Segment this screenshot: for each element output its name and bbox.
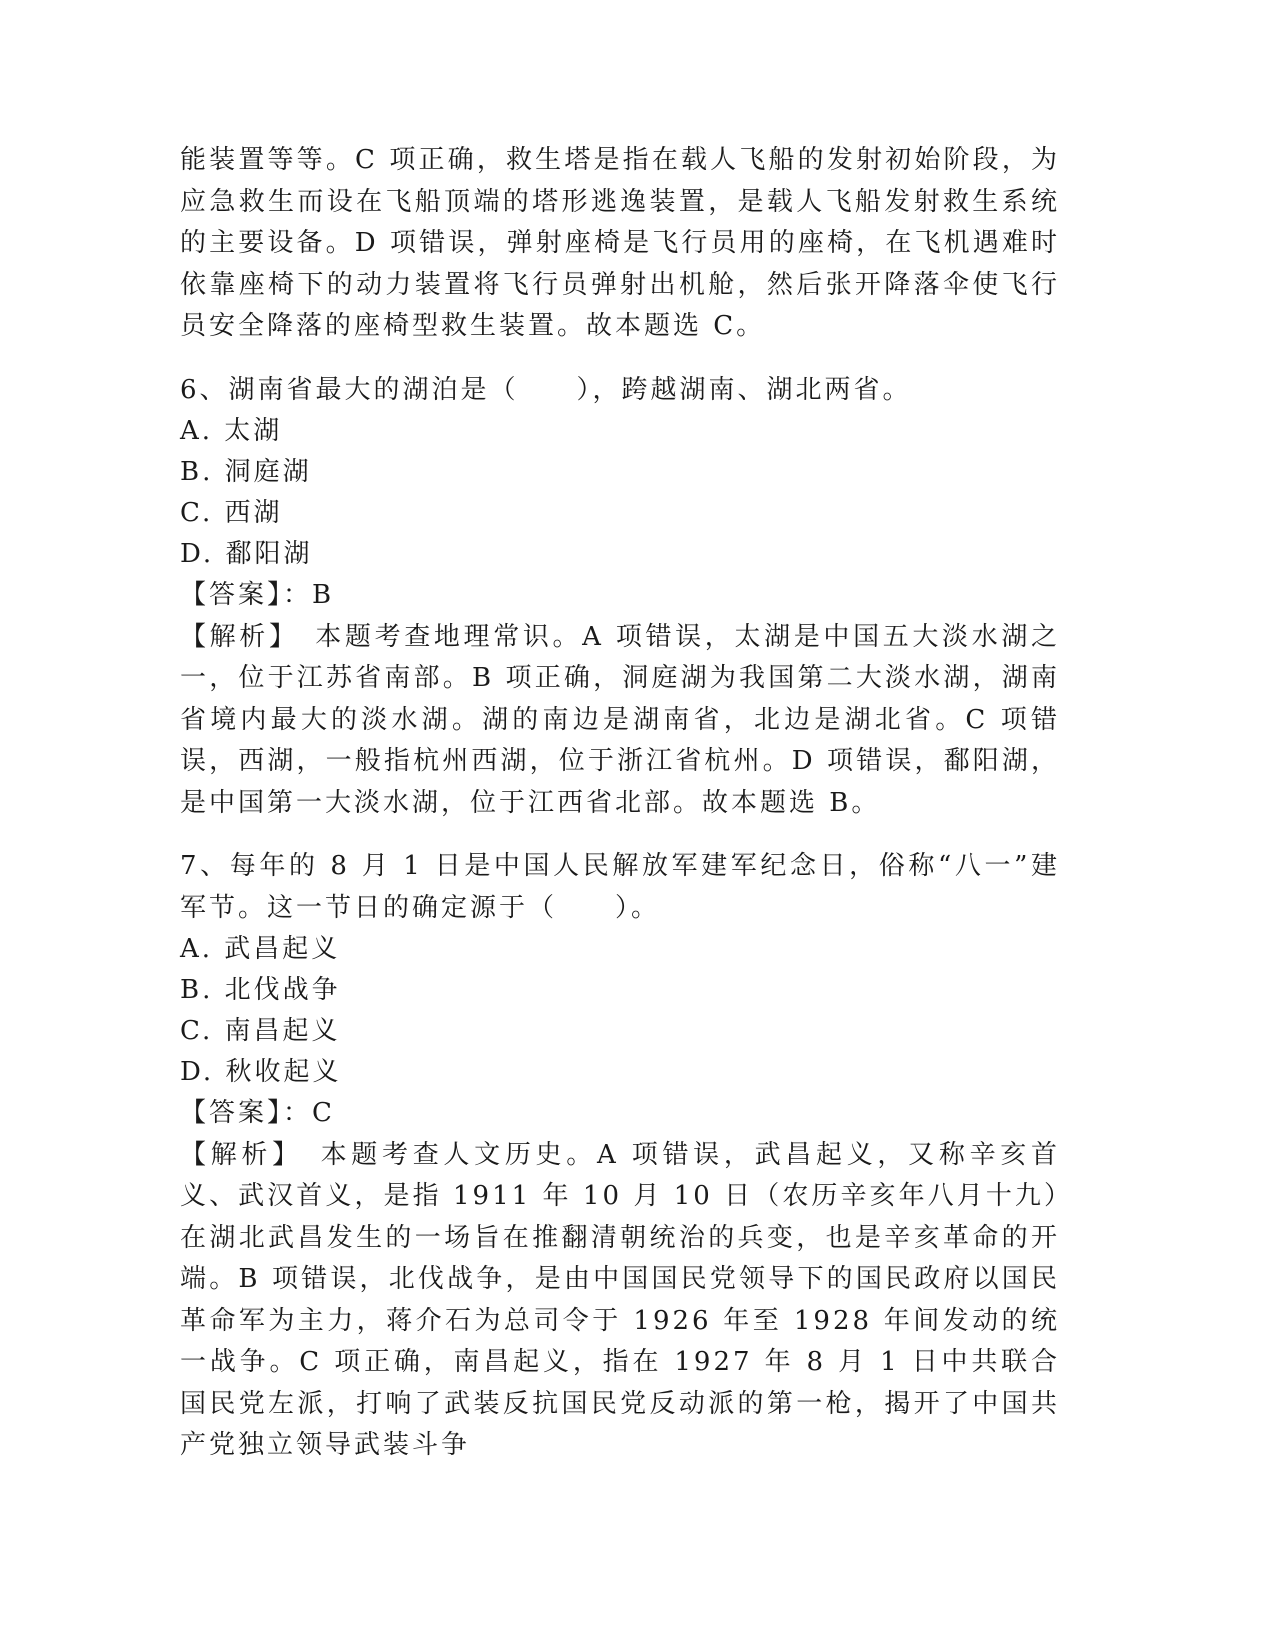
question-6-answer: 【答案】：B [180,580,335,610]
question-7 [180,846,1060,1467]
question-7-option-a: A. 武昌起义 [180,934,341,964]
question-7-stem: 7、每年的 8 月 1 日是中国人民解放军建军纪念日，俗称“八一”建军节。这一节日的确定源于（ ）。 [180,851,1060,923]
question-7-option-c: C. 南昌起义 [180,1016,341,1046]
question-6 [180,370,1060,825]
question-6-stem: 6、湖南省最大的湖泊是（ ），跨越湖南、湖北两省。 [180,374,912,405]
question-7-option-b: B. 北伐战争 [180,975,341,1005]
document-page [180,140,1060,1467]
question-7-answer: 【答案】：C [180,1098,335,1128]
question-6-option-b: B. 洞庭湖 [180,457,312,487]
question-7-option-d: D. 秋收起义 [180,1057,342,1087]
question-6-option-c: C. 西湖 [180,498,283,528]
question-6-option-d: D. 鄱阳湖 [180,539,313,569]
question-6-analysis: 【解析】 本题考查地理常识。A 项错误，太湖是中国五大淡水湖之一，位于江苏省南部。B 项正确，洞庭湖为我国第二大淡水湖，湖南省境内最大的淡水湖。湖的南边是湖南省，北边是湖北省。C 项错误，西湖，一般指杭州西湖，位于浙江省杭州。D 项错误，鄱阳湖，是中国第一大淡水湖，位于江西省北部。故本题选 B。 [180,621,1060,818]
question-7-analysis: 【解析】 本题考查人文历史。A 项错误，武昌起义，又称辛亥首义、武汉首义，是指 1911 年 10 月 10 日（农历辛亥年八月十九）在湖北武昌发生的一场旨在推翻清朝统治的兵变，也是辛亥革命的开端。B 项错误，北伐战争，是由中国国民党领导下的国民政府以国民革命军为主力，蒋介石为总司令于 1926 年至 1928 年间发动的统一战争。C 项正确，南昌起义，指在 1927 年 8 月 1 日中共联合国民党左派，打响了武装反抗国民党反动派的第一枪，揭开了中国共产党独立领导武装斗争 [180,1139,1060,1460]
q5-analysis-continuation: 能装置等等。C 项正确，救生塔是指在载人飞船的发射初始阶段，为应急救生而设在飞船顶端的塔形逃逸装置，是载人飞船发射救生系统的主要设备。D 项错误，弹射座椅是飞行员用的座椅，在飞机遇难时依靠座椅下的动力装置将飞行员弹射出机舱，然后张开降落伞使飞行员安全降落的座椅型救生装置。故本题选 C。 [180,145,1060,341]
question-6-option-a: A. 太湖 [180,416,283,446]
